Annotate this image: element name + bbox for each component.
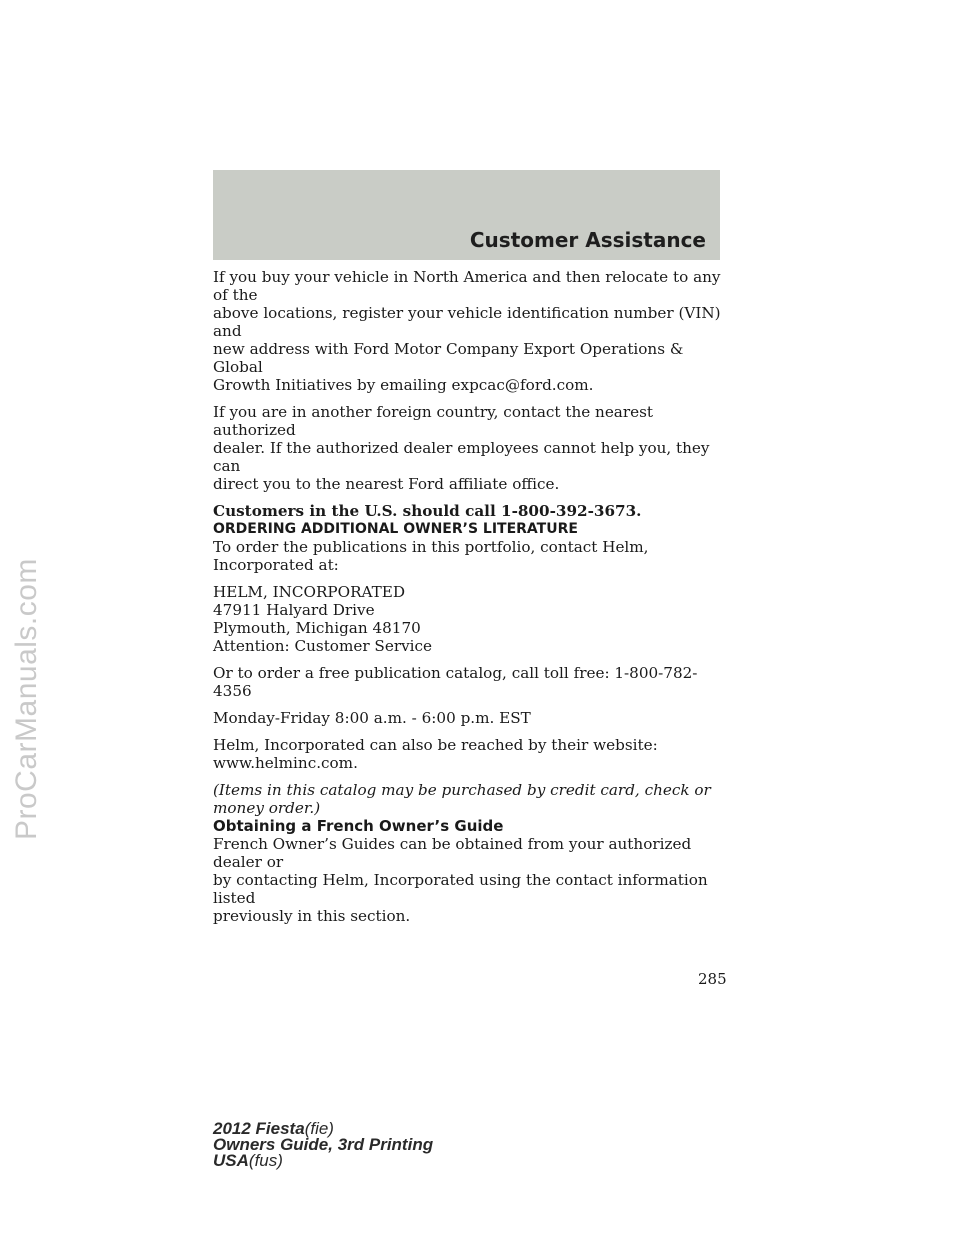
helm-address bbox=[213, 583, 723, 655]
page-number: 285 bbox=[698, 970, 727, 988]
address-line: 47911 Halyard Drive bbox=[213, 601, 375, 619]
text-line: by contacting Helm, Incorporated using the contact information listed bbox=[213, 871, 708, 907]
footer-market: USA bbox=[213, 1151, 249, 1170]
footer-model-code: (fie) bbox=[304, 1119, 334, 1138]
foreign-country-paragraph bbox=[213, 403, 723, 493]
address-line: Attention: Customer Service bbox=[213, 637, 433, 655]
text-line: If you are in another foreign country, contact the nearest authorized bbox=[213, 403, 654, 439]
footer-market-code: (fus) bbox=[248, 1151, 283, 1170]
hours-paragraph: Monday-Friday 8:00 a.m. - 6:00 p.m. EST bbox=[213, 709, 531, 727]
footer-edition-info bbox=[213, 1121, 433, 1169]
catalog-phone-paragraph: Or to order a free publication catalog, call toll free: 1-800-782-4356 bbox=[213, 664, 698, 700]
text-line: direct you to the nearest Ford affiliate office. bbox=[213, 475, 560, 493]
text-line: above locations, register your vehicle identification number (VIN) and bbox=[213, 304, 721, 340]
text-line: dealer. If the authorized dealer employees cannot help you, they can bbox=[213, 439, 710, 475]
website-text: www.helminc.com. bbox=[213, 754, 358, 772]
text-line: money order.) bbox=[213, 799, 321, 817]
us-phone-paragraph: Customers in the U.S. should call 1-800-392-3673. bbox=[213, 502, 642, 520]
text-line: new address with Ford Motor Company Export Operations & Global bbox=[213, 340, 684, 376]
address-line: Plymouth, Michigan 48170 bbox=[213, 619, 421, 637]
website-paragraph bbox=[213, 736, 723, 772]
address-line: HELM, INCORPORATED bbox=[213, 583, 406, 601]
french-guide-heading: Obtaining a French Owner’s Guide bbox=[213, 817, 504, 835]
watermark-text: ProCarManuals.com bbox=[10, 558, 43, 840]
text-line: Growth Initiatives by emailing expcac@ford.com. bbox=[213, 376, 594, 394]
footer-model: 2012 Fiesta bbox=[213, 1119, 305, 1138]
page-content bbox=[213, 268, 723, 925]
relocate-paragraph bbox=[213, 268, 723, 394]
french-guide-paragraph bbox=[213, 835, 723, 925]
text-line: Helm, Incorporated can also be reached by their website: bbox=[213, 736, 658, 754]
text-line: If you buy your vehicle in North America and then relocate to any of the bbox=[213, 268, 721, 304]
text-line: (Items in this catalog may be purchased by credit card, check or bbox=[213, 781, 711, 799]
order-intro-paragraph: To order the publications in this portfolio, contact Helm, Incorporated at: bbox=[213, 538, 649, 574]
section-header-band bbox=[213, 170, 720, 260]
footer-guide-line: Owners Guide, 3rd Printing bbox=[213, 1135, 434, 1154]
footer-market-line bbox=[213, 1153, 433, 1169]
text-line: previously in this section. bbox=[213, 907, 411, 925]
ordering-heading: ORDERING ADDITIONAL OWNER’S LITERATURE bbox=[213, 521, 578, 537]
payment-note bbox=[213, 781, 723, 817]
section-title: Customer Assistance bbox=[469, 228, 706, 252]
text-line: French Owner’s Guides can be obtained from your authorized dealer or bbox=[213, 835, 692, 871]
